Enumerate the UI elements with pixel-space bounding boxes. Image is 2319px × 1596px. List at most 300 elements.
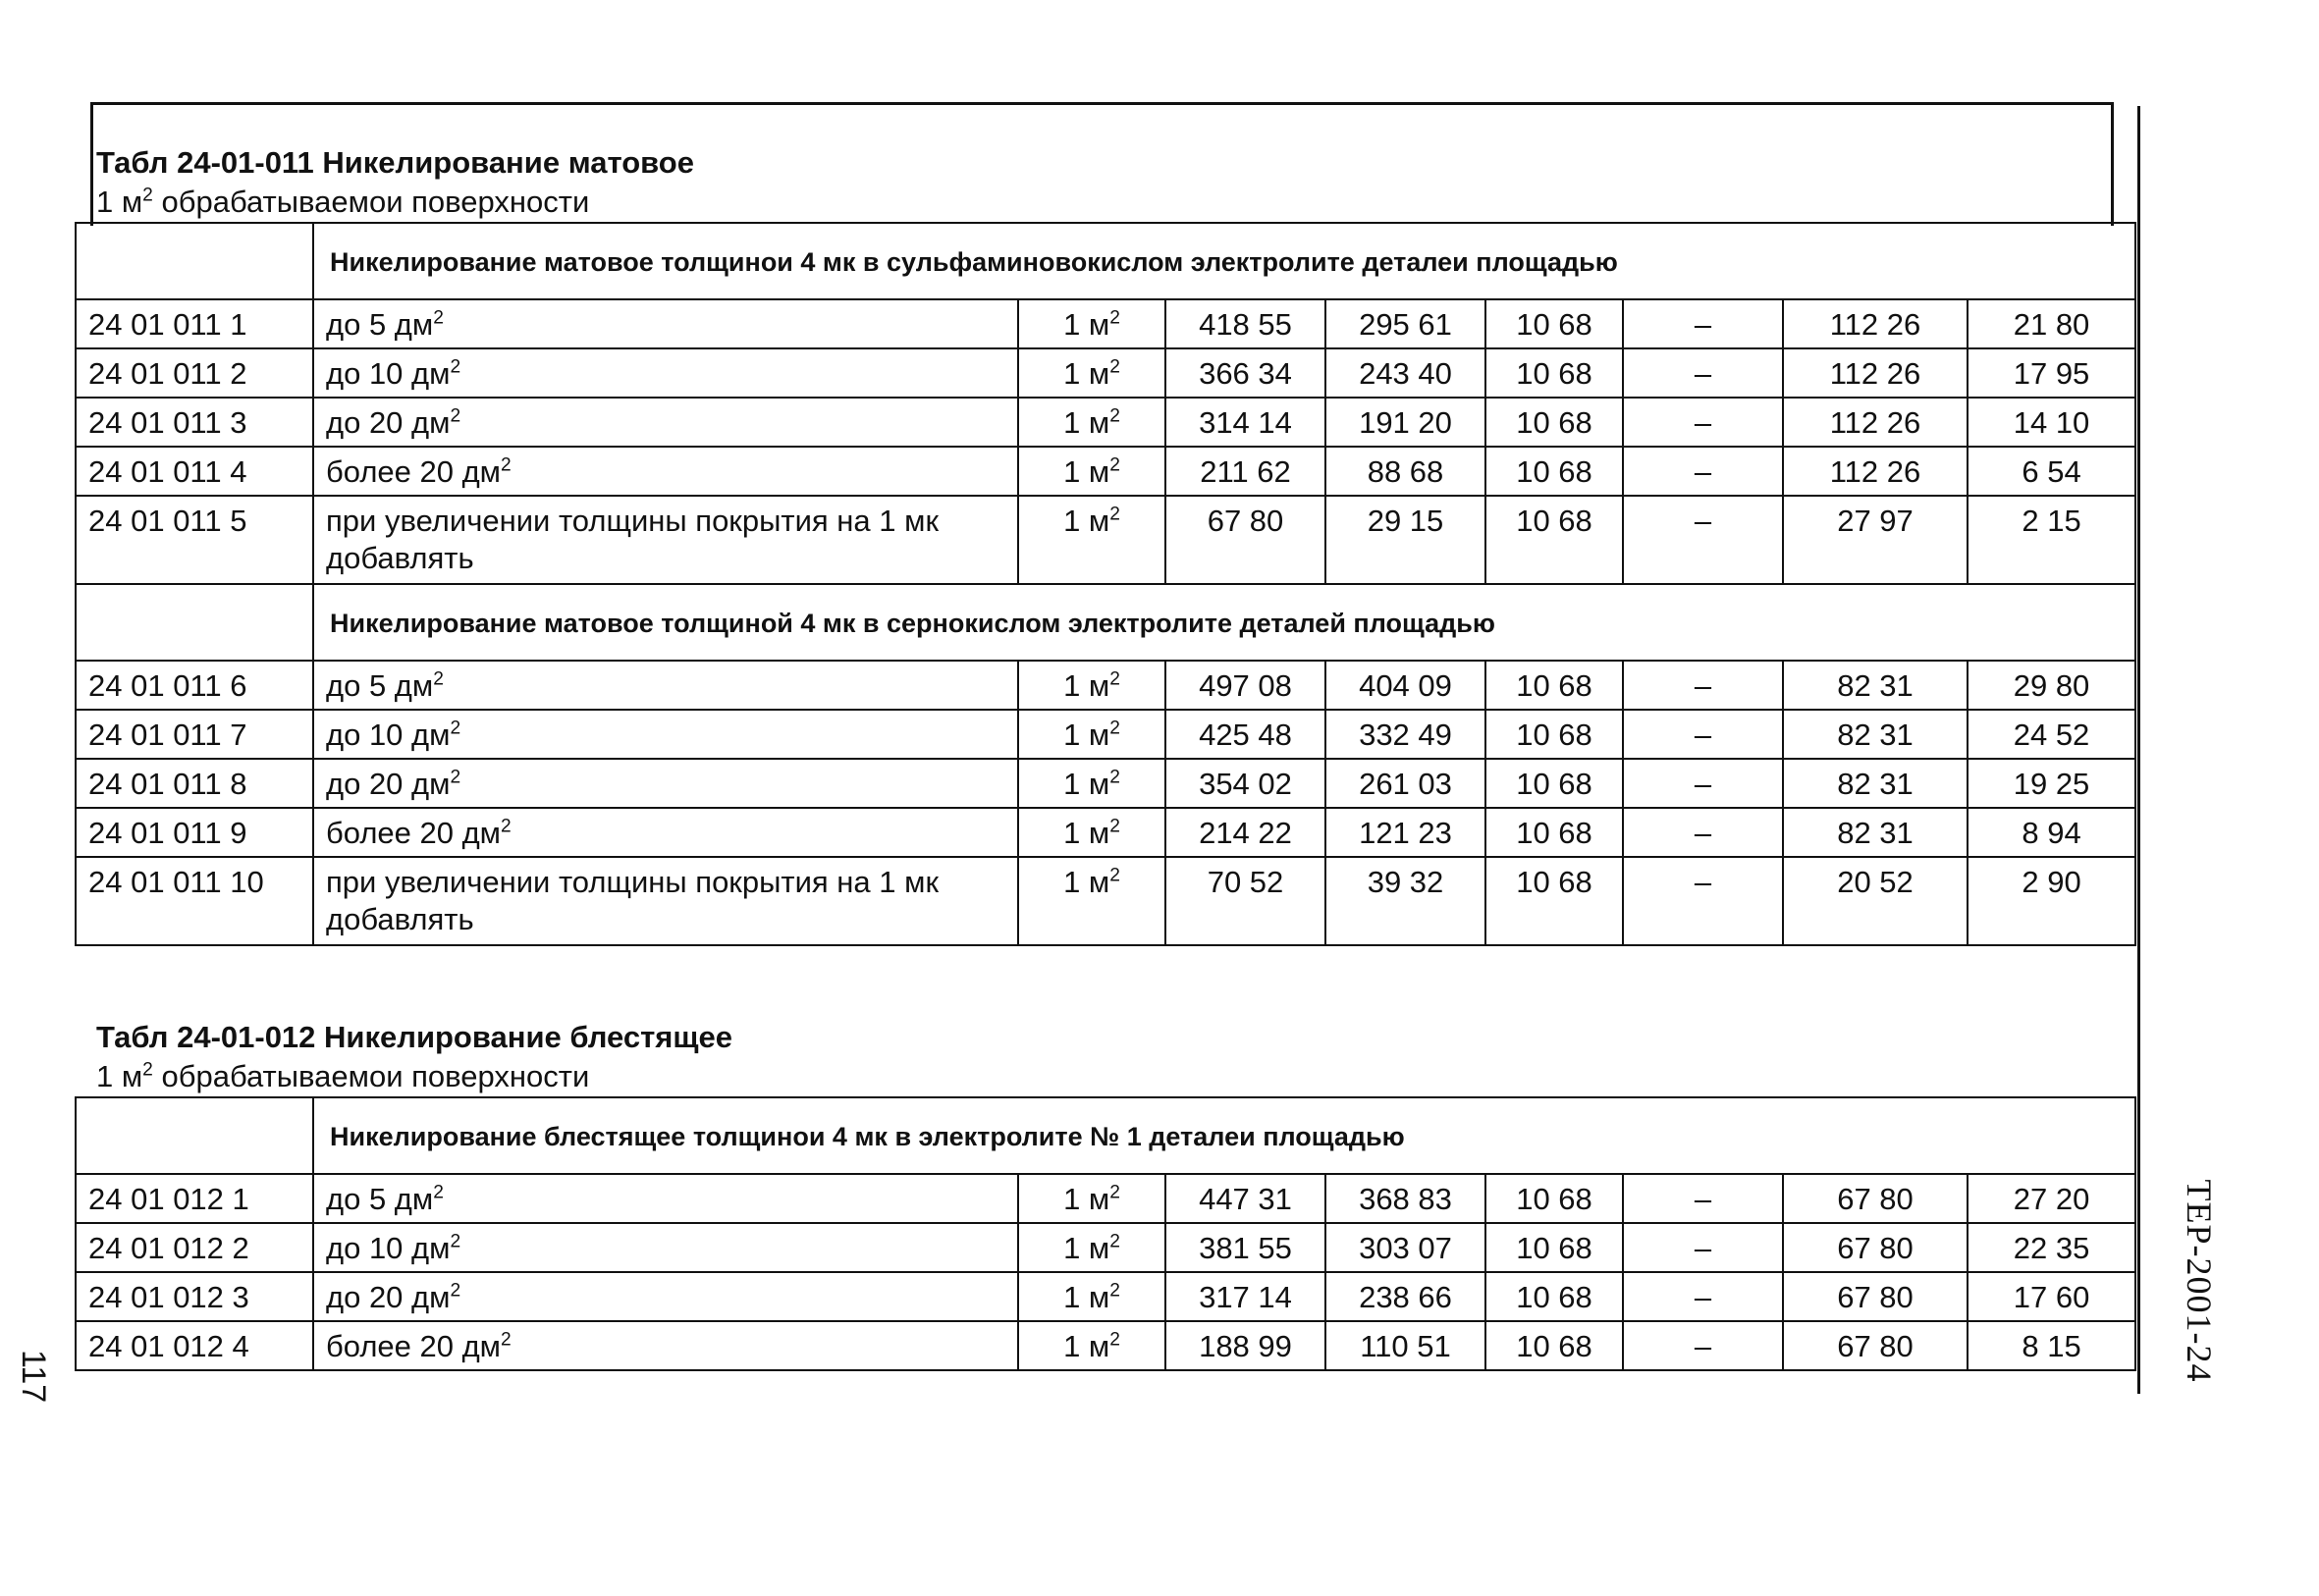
code-cell bbox=[76, 1174, 313, 1223]
value-cell bbox=[1485, 299, 1623, 348]
value-cell bbox=[1783, 398, 1968, 447]
page-number: 117 bbox=[15, 1350, 52, 1404]
value-cell-text: 121 23 bbox=[1359, 816, 1452, 850]
value-cell bbox=[1783, 857, 1968, 945]
unit-exponent: 2 bbox=[1109, 767, 1120, 788]
value-cell bbox=[1968, 496, 2135, 584]
value-cell-text: – bbox=[1694, 454, 1712, 489]
value-cell bbox=[1623, 348, 1783, 398]
value-cell bbox=[1325, 1321, 1485, 1370]
description-cell bbox=[313, 857, 1018, 945]
value-cell-text: 10 68 bbox=[1516, 718, 1592, 752]
value-cell-text: 67 80 bbox=[1837, 1231, 1914, 1265]
value-cell bbox=[1165, 710, 1325, 759]
value-cell-text: 10 68 bbox=[1516, 454, 1592, 489]
table-row bbox=[76, 661, 2135, 710]
value-cell-text: 10 68 bbox=[1516, 1182, 1592, 1216]
description-cell bbox=[313, 1174, 1018, 1223]
description-cell-text: более 20 дм bbox=[326, 454, 501, 489]
description-cell bbox=[313, 398, 1018, 447]
code-cell bbox=[76, 710, 313, 759]
code-cell bbox=[76, 348, 313, 398]
code-cell bbox=[76, 759, 313, 808]
value-cell-text: 67 80 bbox=[1837, 1329, 1914, 1363]
code-cell-text: 24 01 012 4 bbox=[88, 1329, 249, 1363]
unit-exponent: 2 bbox=[450, 1231, 461, 1252]
value-cell bbox=[1968, 447, 2135, 496]
code-cell bbox=[76, 857, 313, 945]
value-cell bbox=[1968, 398, 2135, 447]
value-cell bbox=[1165, 299, 1325, 348]
value-cell bbox=[1623, 661, 1783, 710]
value-cell bbox=[1623, 299, 1783, 348]
value-cell bbox=[1968, 808, 2135, 857]
value-cell bbox=[1968, 348, 2135, 398]
value-cell bbox=[1485, 1174, 1623, 1223]
section-header-row bbox=[76, 584, 2135, 661]
value-cell-text: 332 49 bbox=[1359, 718, 1452, 752]
table-row bbox=[76, 808, 2135, 857]
value-cell-text: 10 68 bbox=[1516, 865, 1592, 899]
value-cell-text: 21 80 bbox=[2013, 307, 2090, 342]
code-cell-text: 24 01 012 3 bbox=[88, 1280, 249, 1314]
table-row bbox=[76, 348, 2135, 398]
value-cell bbox=[1165, 808, 1325, 857]
unit-cell-text: 1 м bbox=[1063, 307, 1110, 342]
value-cell-text: 214 22 bbox=[1199, 816, 1292, 850]
value-cell bbox=[1623, 1174, 1783, 1223]
section-header-row bbox=[76, 223, 2135, 299]
margin-rule bbox=[2137, 106, 2140, 1394]
section-blank-cell bbox=[76, 584, 313, 661]
value-cell bbox=[1165, 1272, 1325, 1321]
description-cell-text: до 5 дм bbox=[326, 307, 434, 342]
value-cell bbox=[1325, 661, 1485, 710]
unit-exponent: 2 bbox=[450, 1280, 461, 1302]
code-cell bbox=[76, 808, 313, 857]
table-code: Табл 24-01-011 bbox=[96, 145, 314, 180]
value-cell-text: 67 80 bbox=[1837, 1280, 1914, 1314]
unit-cell bbox=[1018, 398, 1165, 447]
unit-exponent: 2 bbox=[142, 1059, 153, 1081]
value-cell bbox=[1325, 447, 1485, 496]
description-cell bbox=[313, 661, 1018, 710]
description-cell-text: до 10 дм bbox=[326, 718, 451, 752]
value-cell-text: 67 80 bbox=[1207, 504, 1284, 538]
unit-cell bbox=[1018, 447, 1165, 496]
unit-cell bbox=[1018, 808, 1165, 857]
value-cell bbox=[1623, 808, 1783, 857]
code-cell-text: 24 01 011 9 bbox=[88, 816, 247, 850]
value-cell-text: 19 25 bbox=[2013, 767, 2090, 801]
value-cell-text: 22 35 bbox=[2013, 1231, 2090, 1265]
description-cell-text: до 20 дм bbox=[326, 1280, 451, 1314]
value-cell-text: 27 97 bbox=[1837, 504, 1914, 538]
unit-exponent: 2 bbox=[1109, 1280, 1120, 1302]
table-name: Никелирование блестящее bbox=[324, 1020, 733, 1054]
unit-cell bbox=[1018, 857, 1165, 945]
value-cell-text: – bbox=[1694, 1329, 1712, 1363]
code-cell-text: 24 01 011 4 bbox=[88, 454, 247, 489]
value-cell bbox=[1485, 1321, 1623, 1370]
table-header bbox=[75, 1018, 2134, 1096]
value-cell-text: 10 68 bbox=[1516, 356, 1592, 391]
code-cell-text: 24 01 012 2 bbox=[88, 1231, 249, 1265]
description-cell bbox=[313, 808, 1018, 857]
description-cell bbox=[313, 1223, 1018, 1272]
value-cell-text: 17 60 bbox=[2013, 1280, 2090, 1314]
description-cell-text: более 20 дм bbox=[326, 816, 501, 850]
value-cell bbox=[1783, 759, 1968, 808]
code-cell-text: 24 01 011 3 bbox=[88, 405, 247, 440]
code-cell bbox=[76, 398, 313, 447]
description-cell-text: до 20 дм bbox=[326, 767, 451, 801]
value-cell-text: 8 15 bbox=[2022, 1329, 2081, 1363]
code-cell bbox=[76, 661, 313, 710]
code-cell bbox=[76, 447, 313, 496]
value-cell-text: 29 80 bbox=[2013, 668, 2090, 703]
value-cell-text: 110 51 bbox=[1360, 1329, 1451, 1363]
value-cell-text: 354 02 bbox=[1199, 767, 1292, 801]
value-cell-text: – bbox=[1694, 668, 1712, 703]
value-cell bbox=[1623, 710, 1783, 759]
unit-cell bbox=[1018, 348, 1165, 398]
value-cell bbox=[1623, 496, 1783, 584]
value-cell-text: 191 20 bbox=[1359, 405, 1452, 440]
value-cell-text: 24 52 bbox=[2013, 718, 2090, 752]
value-cell bbox=[1325, 808, 1485, 857]
value-cell bbox=[1968, 299, 2135, 348]
value-cell-text: – bbox=[1694, 307, 1712, 342]
unit-exponent: 2 bbox=[501, 1329, 512, 1351]
value-cell-text: 425 48 bbox=[1199, 718, 1292, 752]
table-row bbox=[76, 710, 2135, 759]
value-cell-text: 303 07 bbox=[1359, 1231, 1452, 1265]
value-cell-text: 10 68 bbox=[1516, 405, 1592, 440]
value-cell-text: 2 15 bbox=[2022, 504, 2081, 538]
description-cell bbox=[313, 759, 1018, 808]
value-cell bbox=[1968, 759, 2135, 808]
value-cell bbox=[1485, 1272, 1623, 1321]
value-cell bbox=[1165, 1174, 1325, 1223]
table-title bbox=[96, 143, 2134, 183]
value-cell bbox=[1485, 348, 1623, 398]
value-cell bbox=[1165, 661, 1325, 710]
value-cell bbox=[1325, 710, 1485, 759]
value-cell-text: 10 68 bbox=[1516, 504, 1592, 538]
unit-exponent: 2 bbox=[450, 718, 461, 739]
value-cell bbox=[1783, 1174, 1968, 1223]
value-cell-text: – bbox=[1694, 504, 1712, 538]
unit-cell bbox=[1018, 710, 1165, 759]
value-cell-text: 10 68 bbox=[1516, 1280, 1592, 1314]
description-cell-text: до 10 дм bbox=[326, 356, 451, 391]
table-row bbox=[76, 1272, 2135, 1321]
unit-suffix: обрабатываемои поверхности bbox=[152, 1059, 590, 1093]
table-row bbox=[76, 1174, 2135, 1223]
rates-table bbox=[75, 222, 2136, 946]
code-cell-text: 24 01 011 1 bbox=[88, 307, 247, 342]
unit-exponent: 2 bbox=[1109, 668, 1120, 690]
code-cell-text: 24 01 011 2 bbox=[88, 356, 247, 391]
value-cell-text: 29 15 bbox=[1367, 504, 1444, 538]
value-cell-text: – bbox=[1694, 865, 1712, 899]
unit-cell-text: 1 м bbox=[1063, 816, 1110, 850]
description-cell-text: до 5 дм bbox=[326, 668, 434, 703]
value-cell-text: 112 26 bbox=[1829, 405, 1921, 440]
value-cell bbox=[1165, 759, 1325, 808]
table-unit bbox=[96, 1057, 2134, 1096]
description-cell-text: при увеличении толщины покрытия на 1 мк добавлять bbox=[326, 865, 940, 936]
value-cell-text: – bbox=[1694, 816, 1712, 850]
value-cell-text: 112 26 bbox=[1829, 356, 1921, 391]
value-cell bbox=[1165, 1223, 1325, 1272]
value-cell-text: 39 32 bbox=[1367, 865, 1444, 899]
table-code: Табл 24-01-012 bbox=[96, 1020, 316, 1054]
value-cell bbox=[1325, 496, 1485, 584]
description-cell bbox=[313, 1272, 1018, 1321]
unit-exponent: 2 bbox=[433, 1182, 444, 1203]
document-code: ТЕР-2001-24 bbox=[2180, 1179, 2219, 1383]
value-cell bbox=[1485, 808, 1623, 857]
value-cell bbox=[1783, 661, 1968, 710]
value-cell-text: 188 99 bbox=[1199, 1329, 1292, 1363]
unit-exponent: 2 bbox=[1109, 1329, 1120, 1351]
unit-exponent: 2 bbox=[1109, 816, 1120, 837]
unit-exponent: 2 bbox=[1109, 454, 1120, 476]
table-body bbox=[76, 223, 2135, 945]
unit-cell-text: 1 м bbox=[1063, 767, 1110, 801]
code-cell bbox=[76, 1223, 313, 1272]
unit-exponent: 2 bbox=[450, 405, 461, 427]
table-row bbox=[76, 299, 2135, 348]
value-cell bbox=[1968, 661, 2135, 710]
code-cell bbox=[76, 496, 313, 584]
unit-prefix: 1 м bbox=[96, 185, 143, 219]
value-cell bbox=[1325, 1272, 1485, 1321]
rates-table bbox=[75, 1096, 2136, 1371]
value-cell-text: 10 68 bbox=[1516, 1329, 1592, 1363]
value-cell-text: 418 55 bbox=[1199, 307, 1292, 342]
table-name: Никелирование матовое bbox=[322, 145, 694, 180]
table-row bbox=[76, 1321, 2135, 1370]
value-cell-text: 314 14 bbox=[1199, 405, 1292, 440]
value-cell-text: 82 31 bbox=[1837, 767, 1914, 801]
value-cell-text: 447 31 bbox=[1199, 1182, 1292, 1216]
value-cell-text: 8 94 bbox=[2022, 816, 2081, 850]
value-cell bbox=[1623, 1223, 1783, 1272]
section-heading: Никелирование блестящее толщинои 4 мк в электролите № 1 деталеи площадью bbox=[313, 1097, 2135, 1174]
value-cell-text: 112 26 bbox=[1829, 307, 1921, 342]
value-cell bbox=[1623, 857, 1783, 945]
value-cell-text: 82 31 bbox=[1837, 816, 1914, 850]
value-cell-text: 317 14 bbox=[1199, 1280, 1292, 1314]
value-cell bbox=[1165, 1321, 1325, 1370]
value-cell bbox=[1783, 1272, 1968, 1321]
table-24-01-011 bbox=[75, 143, 2134, 946]
unit-cell bbox=[1018, 1321, 1165, 1370]
value-cell-text: 6 54 bbox=[2022, 454, 2081, 489]
unit-exponent: 2 bbox=[450, 356, 461, 378]
value-cell-text: 261 03 bbox=[1359, 767, 1452, 801]
value-cell bbox=[1325, 1174, 1485, 1223]
value-cell bbox=[1968, 1321, 2135, 1370]
section-blank-cell bbox=[76, 1097, 313, 1174]
value-cell-text: 10 68 bbox=[1516, 767, 1592, 801]
description-cell bbox=[313, 496, 1018, 584]
value-cell bbox=[1783, 299, 1968, 348]
value-cell-text: 70 52 bbox=[1207, 865, 1284, 899]
code-cell bbox=[76, 1321, 313, 1370]
table-header bbox=[75, 143, 2134, 222]
code-cell bbox=[76, 299, 313, 348]
unit-cell bbox=[1018, 1174, 1165, 1223]
table-body bbox=[76, 1097, 2135, 1370]
unit-cell-text: 1 м bbox=[1063, 454, 1110, 489]
unit-cell-text: 1 м bbox=[1063, 405, 1110, 440]
unit-cell-text: 1 м bbox=[1063, 865, 1110, 899]
value-cell bbox=[1623, 1272, 1783, 1321]
value-cell bbox=[1968, 1223, 2135, 1272]
value-cell bbox=[1623, 447, 1783, 496]
table-row bbox=[76, 496, 2135, 584]
unit-cell bbox=[1018, 759, 1165, 808]
value-cell-text: – bbox=[1694, 767, 1712, 801]
unit-cell-text: 1 м bbox=[1063, 1182, 1110, 1216]
value-cell-text: 112 26 bbox=[1829, 454, 1921, 489]
value-cell-text: 20 52 bbox=[1837, 865, 1914, 899]
value-cell bbox=[1623, 398, 1783, 447]
value-cell bbox=[1783, 1223, 1968, 1272]
unit-prefix: 1 м bbox=[96, 1059, 143, 1093]
unit-cell-text: 1 м bbox=[1063, 504, 1110, 538]
value-cell-text: 404 09 bbox=[1359, 668, 1452, 703]
description-cell bbox=[313, 447, 1018, 496]
value-cell bbox=[1165, 348, 1325, 398]
value-cell bbox=[1783, 808, 1968, 857]
description-cell-text: при увеличении толщины покрытия на 1 мк добавлять bbox=[326, 504, 940, 575]
value-cell-text: 10 68 bbox=[1516, 816, 1592, 850]
table-24-01-012 bbox=[75, 1018, 2134, 1371]
unit-cell-text: 1 м bbox=[1063, 668, 1110, 703]
section-blank-cell bbox=[76, 223, 313, 299]
unit-exponent: 2 bbox=[1109, 865, 1120, 886]
value-cell-text: 67 80 bbox=[1837, 1182, 1914, 1216]
value-cell-text: 14 10 bbox=[2013, 405, 2090, 440]
unit-cell-text: 1 м bbox=[1063, 1280, 1110, 1314]
table-unit bbox=[96, 183, 2134, 222]
unit-cell-text: 1 м bbox=[1063, 718, 1110, 752]
value-cell bbox=[1165, 398, 1325, 447]
value-cell-text: – bbox=[1694, 1231, 1712, 1265]
unit-exponent: 2 bbox=[433, 668, 444, 690]
unit-cell bbox=[1018, 1272, 1165, 1321]
unit-exponent: 2 bbox=[433, 307, 444, 329]
value-cell bbox=[1165, 857, 1325, 945]
unit-cell bbox=[1018, 1223, 1165, 1272]
top-frame-rule bbox=[92, 102, 2111, 105]
unit-exponent: 2 bbox=[1109, 405, 1120, 427]
description-cell-text: до 10 дм bbox=[326, 1231, 451, 1265]
value-cell-text: 82 31 bbox=[1837, 718, 1914, 752]
value-cell bbox=[1783, 348, 1968, 398]
value-cell-text: 10 68 bbox=[1516, 668, 1592, 703]
unit-exponent: 2 bbox=[1109, 718, 1120, 739]
unit-cell bbox=[1018, 496, 1165, 584]
description-cell-text: более 20 дм bbox=[326, 1329, 501, 1363]
code-cell bbox=[76, 1272, 313, 1321]
value-cell bbox=[1325, 348, 1485, 398]
value-cell bbox=[1485, 710, 1623, 759]
value-cell bbox=[1485, 447, 1623, 496]
value-cell-text: 243 40 bbox=[1359, 356, 1452, 391]
value-cell bbox=[1968, 710, 2135, 759]
unit-exponent: 2 bbox=[1109, 307, 1120, 329]
value-cell bbox=[1783, 496, 1968, 584]
value-cell-text: 10 68 bbox=[1516, 1231, 1592, 1265]
table-row bbox=[76, 1223, 2135, 1272]
value-cell bbox=[1165, 496, 1325, 584]
value-cell bbox=[1623, 759, 1783, 808]
code-cell-text: 24 01 011 5 bbox=[88, 504, 247, 538]
value-cell bbox=[1485, 496, 1623, 584]
section-header-row bbox=[76, 1097, 2135, 1174]
description-cell bbox=[313, 348, 1018, 398]
code-cell-text: 24 01 012 1 bbox=[88, 1182, 249, 1216]
value-cell-text: 368 83 bbox=[1359, 1182, 1452, 1216]
value-cell bbox=[1485, 661, 1623, 710]
description-cell-text: до 20 дм bbox=[326, 405, 451, 440]
code-cell-text: 24 01 011 8 bbox=[88, 767, 247, 801]
description-cell bbox=[313, 1321, 1018, 1370]
value-cell bbox=[1968, 1272, 2135, 1321]
value-cell bbox=[1325, 759, 1485, 808]
value-cell-text: – bbox=[1694, 356, 1712, 391]
table-row bbox=[76, 759, 2135, 808]
unit-cell bbox=[1018, 661, 1165, 710]
value-cell-text: – bbox=[1694, 718, 1712, 752]
unit-exponent: 2 bbox=[501, 816, 512, 837]
value-cell-text: 381 55 bbox=[1199, 1231, 1292, 1265]
unit-exponent: 2 bbox=[501, 454, 512, 476]
unit-cell-text: 1 м bbox=[1063, 1329, 1110, 1363]
description-cell-text: до 5 дм bbox=[326, 1182, 434, 1216]
unit-exponent: 2 bbox=[1109, 1182, 1120, 1203]
value-cell-text: 27 20 bbox=[2013, 1182, 2090, 1216]
value-cell bbox=[1325, 857, 1485, 945]
value-cell-text: 17 95 bbox=[2013, 356, 2090, 391]
value-cell bbox=[1783, 1321, 1968, 1370]
value-cell bbox=[1485, 1223, 1623, 1272]
unit-exponent: 2 bbox=[450, 767, 461, 788]
unit-cell-text: 1 м bbox=[1063, 1231, 1110, 1265]
unit-exponent: 2 bbox=[1109, 1231, 1120, 1252]
value-cell bbox=[1325, 398, 1485, 447]
unit-exponent: 2 bbox=[1109, 504, 1120, 525]
value-cell bbox=[1783, 447, 1968, 496]
value-cell bbox=[1485, 857, 1623, 945]
value-cell-text: 2 90 bbox=[2022, 865, 2081, 899]
table-row bbox=[76, 447, 2135, 496]
unit-cell bbox=[1018, 299, 1165, 348]
description-cell bbox=[313, 299, 1018, 348]
unit-exponent: 2 bbox=[1109, 356, 1120, 378]
value-cell-text: – bbox=[1694, 1280, 1712, 1314]
value-cell-text: 366 34 bbox=[1199, 356, 1292, 391]
value-cell-text: – bbox=[1694, 1182, 1712, 1216]
code-cell-text: 24 01 011 10 bbox=[88, 865, 264, 899]
value-cell bbox=[1968, 857, 2135, 945]
